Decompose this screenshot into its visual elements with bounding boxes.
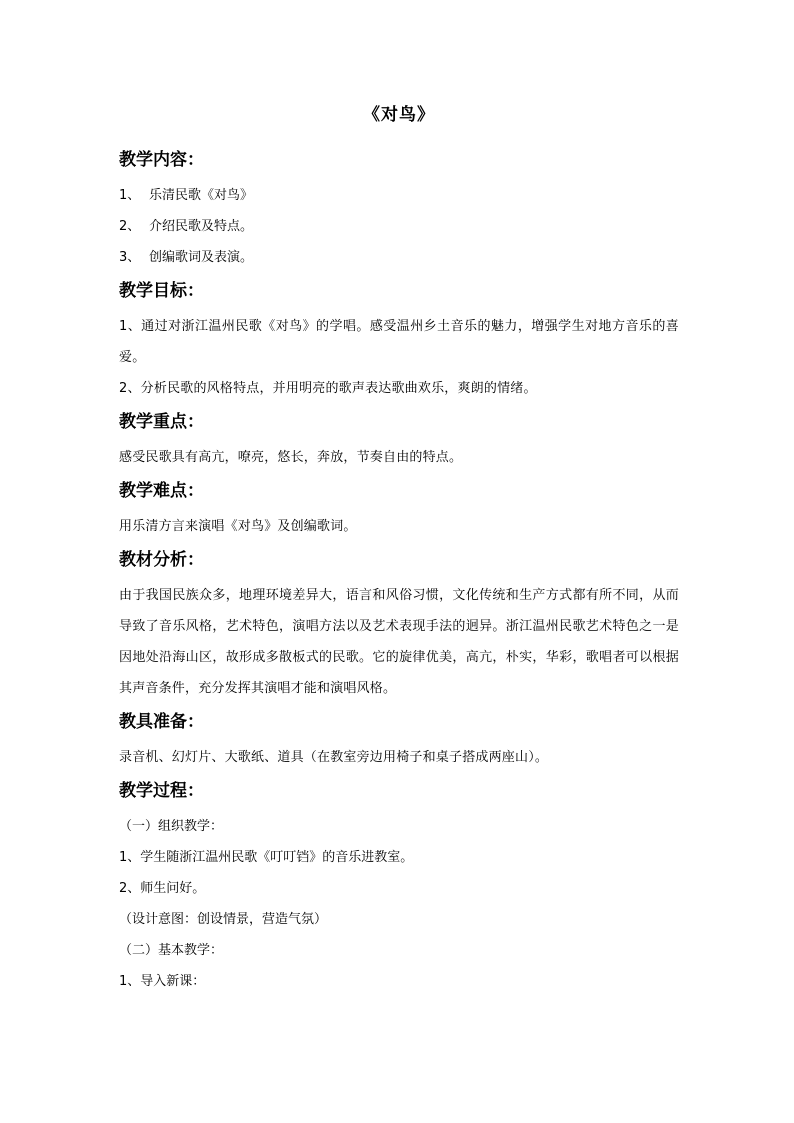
content-item-text: 创编歌词及表演。 (149, 250, 254, 265)
process-line: （设计意图：创设情景，营造气氛） (119, 912, 328, 927)
difficulties-text: 用乐清方言来演唱《对鸟》及创编歌词。 (119, 519, 357, 534)
content-item-number: 1、 (119, 188, 141, 203)
section-heading-process: 教学过程： (119, 781, 204, 801)
document-body (119, 100, 679, 997)
section-heading-materials: 教具准备： (119, 712, 204, 732)
section-heading-analysis: 教材分析： (119, 550, 204, 570)
materials-text: 录音机、幻灯片、大歌纸、道具（在教室旁边用椅子和桌子搭成两座山）。 (119, 750, 549, 765)
section-heading-goals: 教学目标： (119, 281, 204, 301)
goals-paragraph: 2、分析民歌的风格特点，并用明亮的歌声表达歌曲欢乐，爽朗的情绪。 (119, 381, 537, 396)
content-item-text: 介绍民歌及特点。 (149, 219, 254, 234)
key-points-text: 感受民歌具有高亢，嘹亮，悠长，奔放，节奏自由的特点。 (119, 450, 463, 465)
analysis-text: 由于我国民族众多，地理环境差异大，语言和风俗习惯，文化传统和生产方式都有所不同，从而导致了音乐风格，艺术特色，演唱方法以及艺术表现手法的迥异。浙江温州民歌艺术特色之一是因地处沿海山区，故形成多散板式的民歌。它的旋律优美，高亢，朴实，华彩，歌唱者可以根据其声音条件，充分发挥其演唱才能和演唱风格。 (119, 588, 679, 696)
content-item (119, 242, 679, 273)
process-line: （二）基本教学： (119, 943, 224, 958)
content-item-number: 3、 (119, 250, 141, 265)
process-line: 1、导入新课： (119, 974, 206, 989)
section-heading-key-points: 教学重点： (119, 412, 204, 432)
section-heading-difficulties: 教学难点： (119, 481, 204, 501)
content-item-text: 乐清民歌《对鸟》 (149, 188, 254, 203)
process-line: 2、师生问好。 (119, 881, 206, 896)
process-line: （一）组织教学： (119, 819, 224, 834)
process-line: 1、学生随浙江温州民歌《叮叮铛》的音乐进教室。 (119, 850, 414, 865)
content-item (119, 180, 679, 211)
content-item-number: 2、 (119, 219, 141, 234)
goals-paragraph: 1、通过对浙江温州民歌《对鸟》的学唱。感受温州乡土音乐的魅力，增强学生对地方音乐的喜爱。 (119, 319, 679, 365)
section-heading-content: 教学内容： (119, 150, 204, 170)
document-title: 《对鸟》 (363, 105, 435, 125)
content-item (119, 211, 679, 242)
